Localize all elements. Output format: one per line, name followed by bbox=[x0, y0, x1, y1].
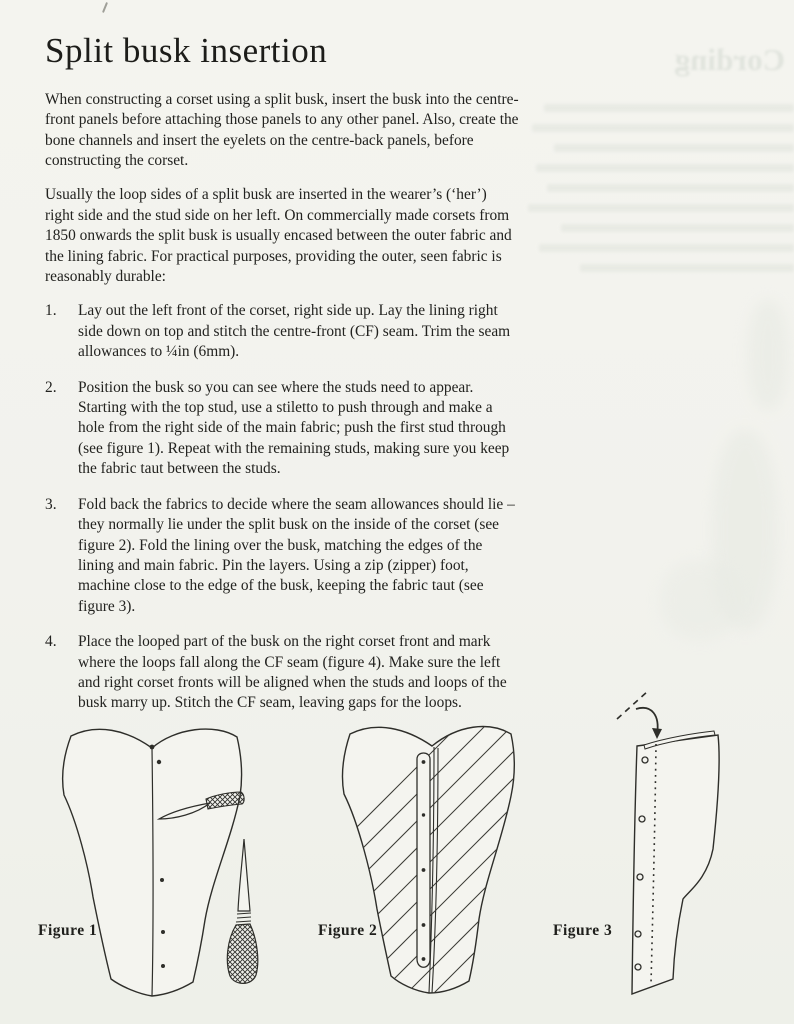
bleedthrough-smudge bbox=[660, 560, 740, 640]
bleedthrough-text-lines bbox=[522, 104, 794, 284]
intro-paragraph-2: Usually the loop sides of a split busk are inserted in the wearer’s (‘her’) right side and the stud side on her left. On commercially made corsets from 1850 onwards the split busk is usually encased between the outer fabric and the lining fabric. For practical purposes, providing the outer, seen fabric is reasonably durable: bbox=[45, 186, 512, 286]
busk-stud bbox=[422, 760, 426, 764]
bleedthrough-chapter-title: Cording bbox=[674, 42, 785, 77]
step-3-number: 3. bbox=[45, 495, 57, 513]
fold-direction-arrow bbox=[636, 708, 662, 739]
busk-stud bbox=[150, 745, 155, 750]
dashed-guide-line bbox=[617, 691, 648, 719]
busk-stud bbox=[422, 868, 426, 872]
figure3-stitched-panel-illustration bbox=[560, 682, 760, 1012]
bleedthrough-smudge bbox=[748, 300, 788, 410]
busk-stud bbox=[422, 957, 426, 961]
figure3-caption: Figure 3 bbox=[553, 922, 613, 939]
step-3 bbox=[45, 495, 519, 617]
figure1-corset-stiletto-illustration bbox=[55, 712, 285, 1012]
busk-stud bbox=[422, 813, 425, 816]
step-1 bbox=[45, 301, 519, 362]
busk-stud bbox=[422, 923, 426, 927]
step-4-number: 4. bbox=[45, 633, 57, 651]
intro-paragraph-1: When constructing a corset using a split busk, insert the busk into the centre-front panels before attaching those panels to any other panel. Also, create the bone channels and insert the eyelets on the centre-back panels, before constructing the corset. bbox=[45, 90, 519, 170]
step-2 bbox=[45, 378, 519, 480]
step-2-text: Position the busk so you can see where the studs need to appear. Starting with the top stud, use a stiletto to push through and make a hole from the right side of the main fabric; push the first stud through (see figure 1). Repeat with the remaining studs, making sure you keep the fabric taut between the studs. bbox=[78, 378, 510, 478]
numbered-steps bbox=[45, 301, 519, 713]
step-4 bbox=[45, 632, 519, 714]
step-1-number: 1. bbox=[45, 302, 57, 320]
step-3-text: Fold back the fabrics to decide where the seam allowances should lie – they normally lie under the split busk on the inside of the corset (see figure 2). Fold the lining over the busk, matching the edges of the lining and main fabric. Pin the layers. Using a zip (zipper) foot, machine close to the edge of the busk, keeping the fabric taut (see figure 3). bbox=[78, 495, 515, 615]
figure1-caption: Figure 1 bbox=[38, 922, 98, 939]
step-2-number: 2. bbox=[45, 378, 57, 396]
step-4-text: Place the looped part of the busk on the right corset front and mark where the loops fall along the CF seam (figure 4). Make sure the left and right corset fronts will be aligned when the studs and loops of the busk marry up. Stitch the CF seam, leaving gaps for the loops. bbox=[78, 633, 507, 712]
text-column bbox=[45, 32, 519, 729]
busk-stud bbox=[160, 878, 164, 882]
busk-stud bbox=[161, 930, 165, 934]
scan-stray-mark bbox=[102, 2, 108, 13]
page-title: Split busk insertion bbox=[45, 31, 328, 70]
stiletto-tool-icon bbox=[227, 839, 257, 983]
busk-stud bbox=[157, 760, 161, 764]
corset-panel-outline bbox=[632, 735, 719, 994]
split-busk-bar bbox=[417, 753, 430, 967]
figure2-corset-busk-illustration bbox=[332, 712, 522, 1012]
step-1-text: Lay out the left front of the corset, right side up. Lay the lining right side down on top and stitch the centre-front (CF) seam. Trim the seam allowances to ¼in (6mm). bbox=[78, 302, 511, 361]
figure2-caption: Figure 2 bbox=[318, 922, 378, 939]
busk-stud bbox=[161, 964, 165, 968]
